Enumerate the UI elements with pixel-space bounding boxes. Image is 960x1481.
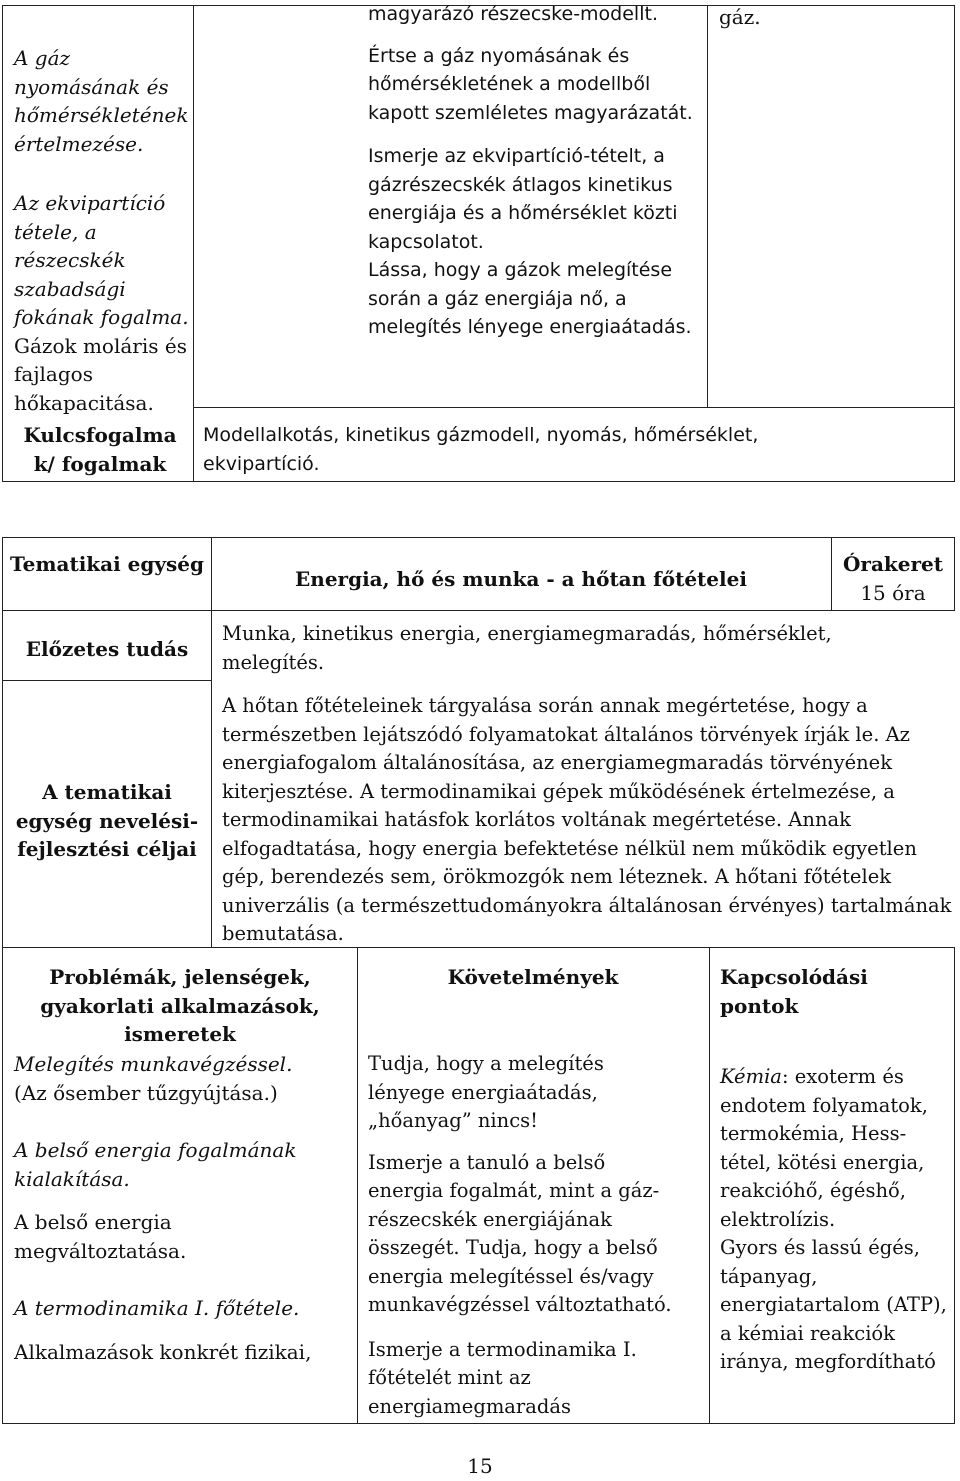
- goals-value: A hőtan főtételeinek tárgyalása során annak megértetése, hogy a természetben lejátszódó folyamatokat általános törvények írják le. Az energiafogalom általánosítása, az energiamegmaradás törvényének kiterjesztése. A termodinamikai gépek működésének értelmezése, a termodinamikai hatásfok korlátos voltának megértetése. Annak elfogadtatása, hogy energia befektetése nélkül nem működik egyetlen gép, berendezés sem, örökmozgók nem léteznek. A hőtani főtételek univerzális (a természettudományokra általánosan érvényes) tartalmának bemutatása.: [222, 694, 952, 945]
- problem-4: A termodinamika I. főtétele.: [14, 1296, 300, 1320]
- hours-value: 15 óra: [860, 580, 926, 605]
- hours-cell: [833, 550, 953, 607]
- req-line-3: Lássa, hogy a gázok melegítése során a gáz energiája nő, a melegítés lényege energiaátadás.: [368, 259, 692, 338]
- problem-2: A belső energia fogalmának kialakítása.: [14, 1138, 297, 1191]
- header-problems: Problémák, jelenségek, gyakorlati alkalmazások, ismeretek: [40, 965, 320, 1046]
- topic-heat-capacity: Gázok moláris és fajlagos hőkapacitása.: [14, 333, 187, 415]
- problem-1: (Az ősember tűzgyújtása.): [14, 1080, 278, 1105]
- links-text: gáz.: [719, 5, 761, 29]
- key-concepts-label: Kulcsfogalma k/ fogalmak: [23, 423, 177, 476]
- problem-5: Alkalmazások konkrét fizikai,: [14, 1339, 312, 1364]
- links-col: [720, 1063, 950, 1377]
- chem-text: : exoterm és endotem folyamatok, termokémia, Hess-tétel, kötési energia, reakcióhő, égéshő, elektrolízis.: [720, 1065, 928, 1231]
- chem-label: Kémia: [720, 1065, 782, 1088]
- req-line-0: magyarázó részecske-modellt.: [368, 3, 658, 25]
- prior-knowledge-value: Munka, kinetikus energia, energiamegmaradás, hőmérséklet, melegítés.: [222, 622, 832, 674]
- unit-title: Energia, hő és munka - a hőtan főtételei: [295, 567, 747, 591]
- links-extra: Gyors és lassú égés, tápanyag, energiatartalom (ATP), a kémiai reakciók iránya, megfordítható: [720, 1236, 947, 1373]
- req-line-1: Értse a gáz nyomásának és hőmérsékletének a modellből kapott szemléletes magyarázatát.: [368, 44, 693, 124]
- requirement-1: Ismerje a tanuló a belső energia fogalmát, mint a gáz-részecskék energiájának összegét. Tudja, hogy a belső energia melegítéssel és/vagy munkavégzéssel változtatható.: [368, 1150, 672, 1316]
- problems-cell: [14, 1050, 344, 1366]
- links-cell: [719, 3, 949, 32]
- requirements-col: [368, 1050, 702, 1421]
- header-links: Kapcsolódási pontok: [720, 965, 868, 1018]
- key-concepts-value: Modellalkotás, kinetikus gázmodell, nyomás, hőmérséklet, ekvipartíció.: [203, 424, 759, 475]
- requirement-2: Ismerje a termodinamika I. főtételét mint az energiamegmaradás: [368, 1337, 637, 1418]
- requirement-0: Tudja, hogy a melegítés lényege energiaátadás, „hőanyag” nincs!: [368, 1052, 604, 1132]
- goals-label: A tematikai egység nevelési-fejlesztési céljai: [15, 780, 199, 861]
- topic-equipartition: Az ekvipartíció tétele, a részecskék szabadsági fokának fogalma.: [14, 191, 189, 329]
- prior-knowledge-label: Előzetes tudás: [25, 637, 189, 661]
- topic-gas-pressure: A gáz nyomásának és hőmérsékletének értelmezése.: [14, 46, 189, 156]
- requirements-cell: [368, 0, 704, 342]
- header-requirements: Követelmények: [447, 965, 619, 989]
- links-chemistry: [720, 1063, 950, 1234]
- unit-label: Tematikai egység: [10, 552, 204, 576]
- problem-0: Melegítés munkavégzéssel.: [14, 1052, 293, 1076]
- req-line-2: Ismerje az ekvipartíció-tételt, a gázrészecskék átlagos kinetikus energiája és a hőmérséklet közti kapcsolatot.: [368, 145, 678, 253]
- hours-label: Órakeret: [843, 552, 943, 576]
- topics-cell: [14, 44, 192, 417]
- page-number: 15: [467, 1454, 493, 1478]
- problem-3: A belső energia megváltoztatása.: [14, 1210, 187, 1263]
